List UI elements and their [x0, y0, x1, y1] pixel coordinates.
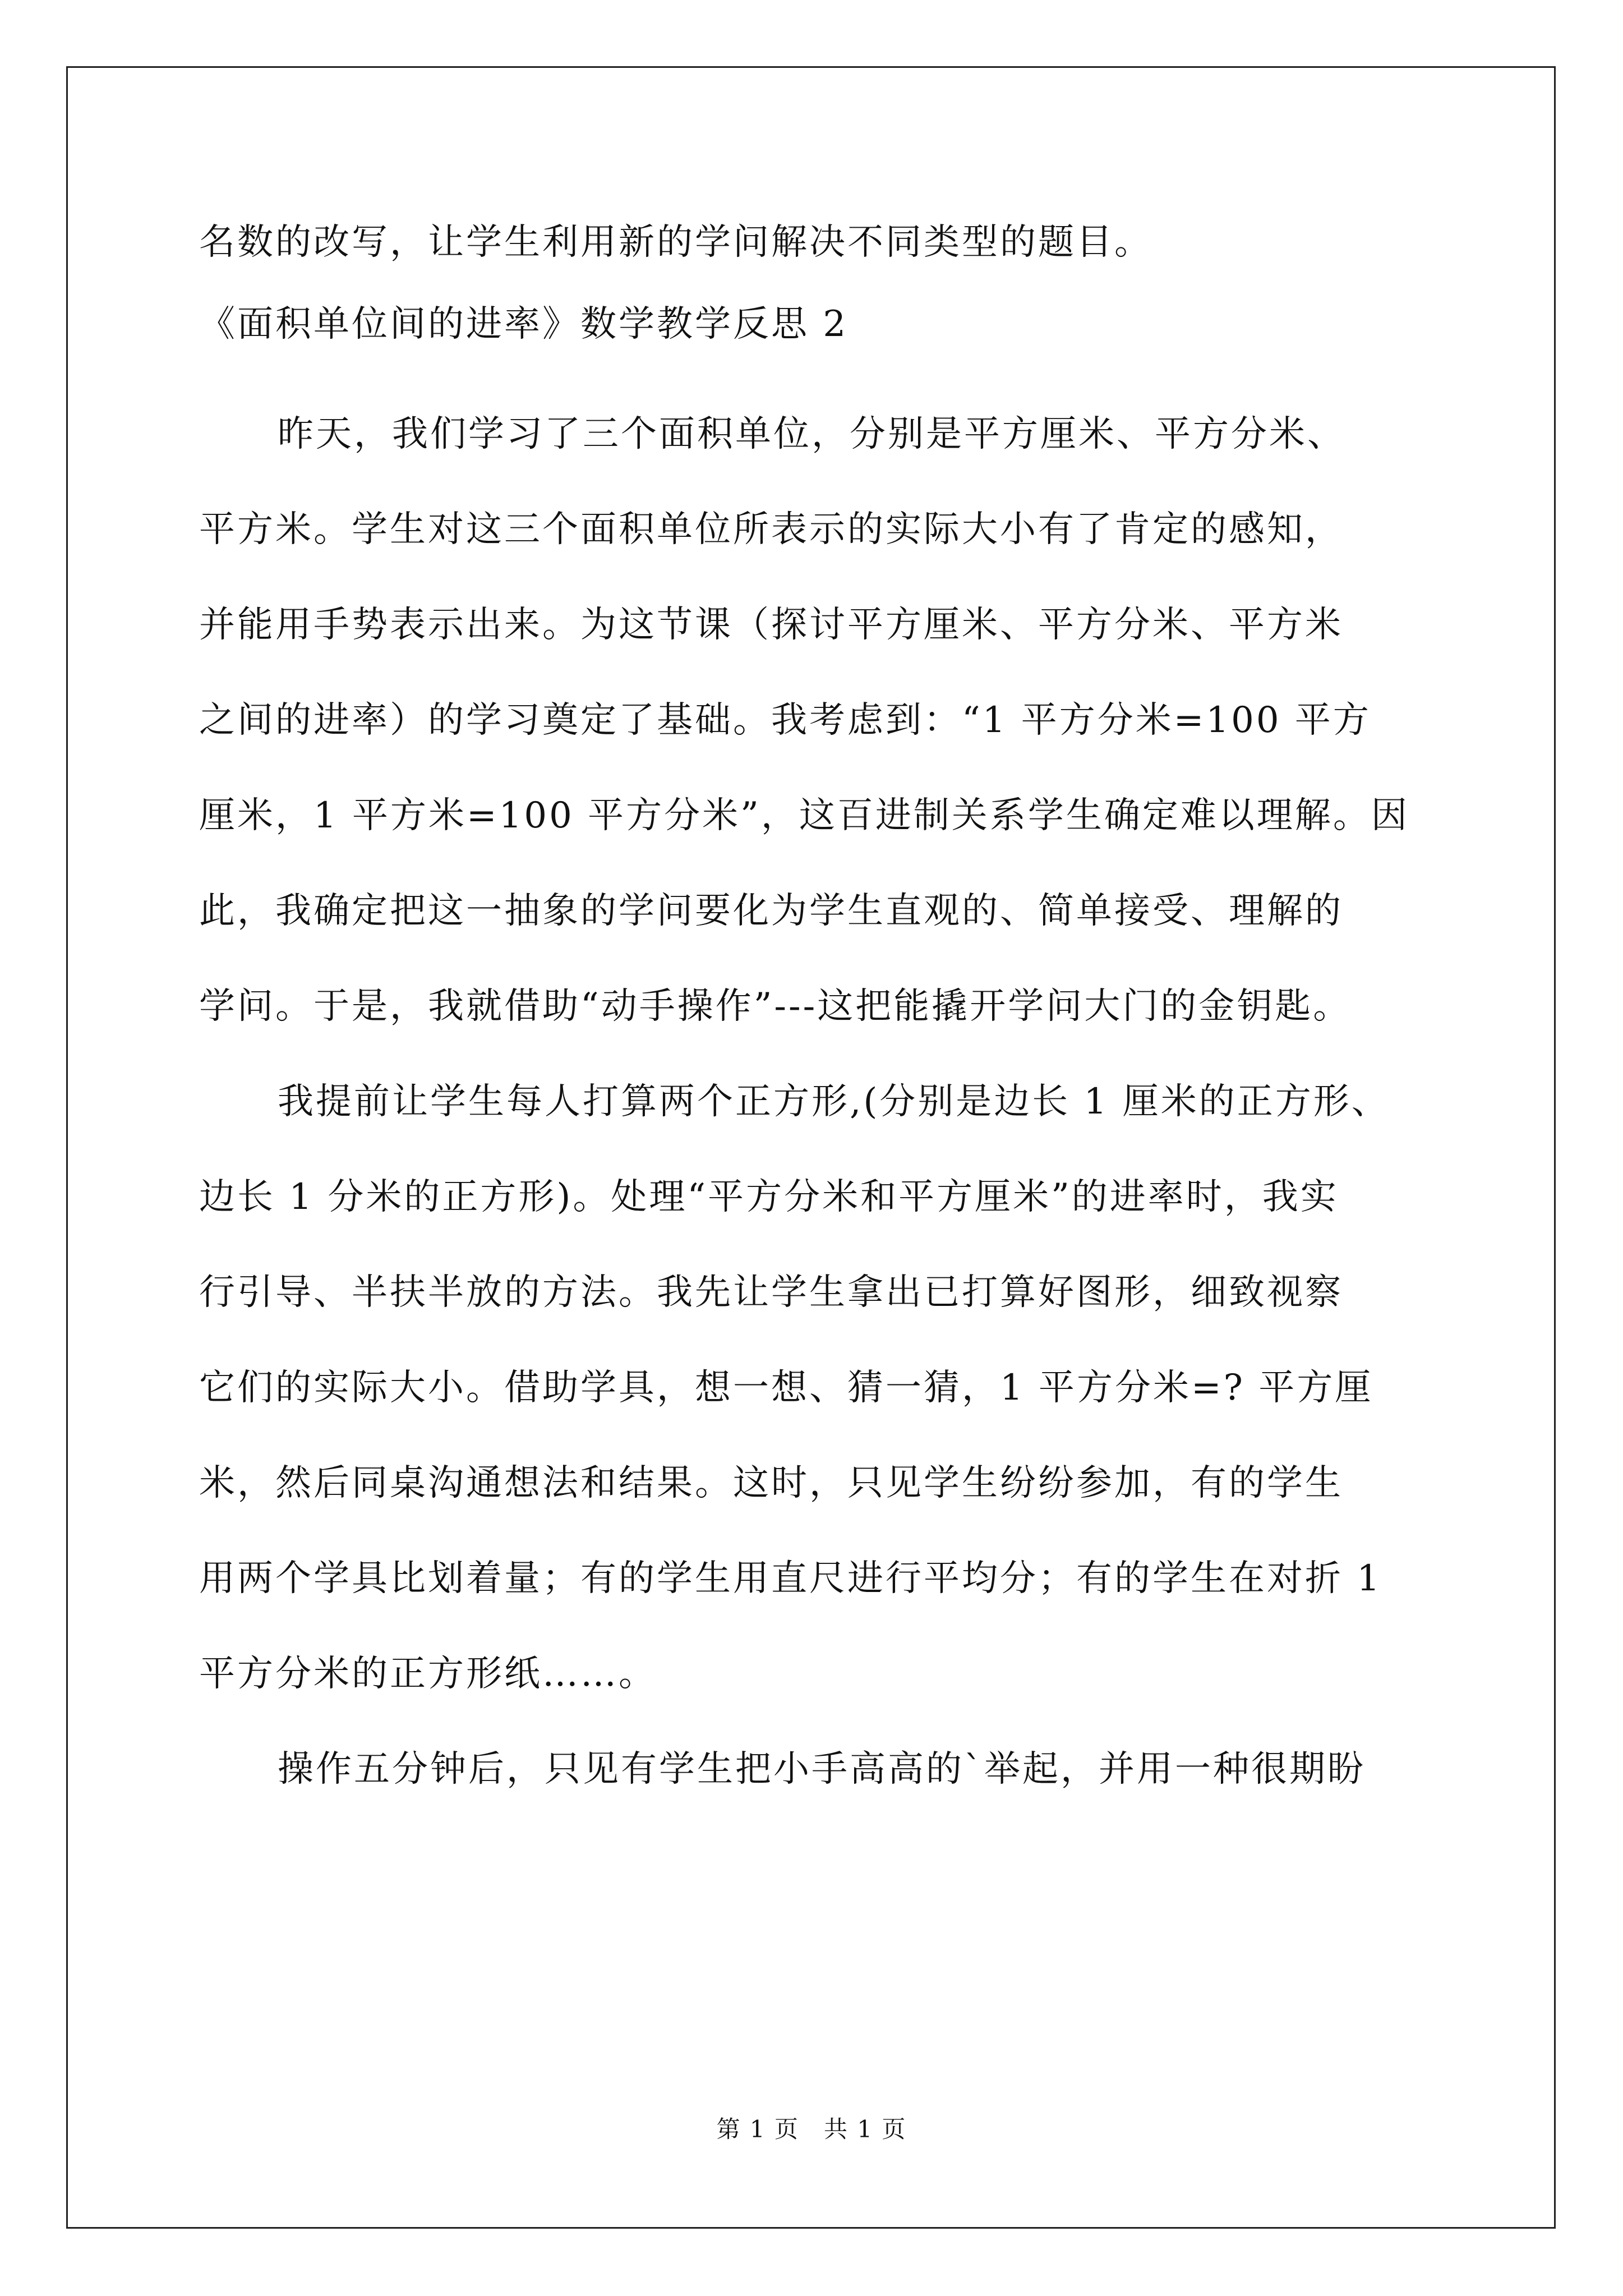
text-line: 名数的改写，让学生利用新的学问解决不同类型的题目。	[199, 222, 1152, 263]
text-line: 并能用手势表示出来。为这节课（探讨平方厘米、平方分米、平方米	[199, 604, 1343, 646]
text-line: 此，我确定把这一抽象的学问要化为学生直观的、简单接受、理解的	[199, 890, 1343, 932]
text-line: 之间的进率）的学习奠定了基础。我考虑到：“1 平方分米=100 平方	[199, 700, 1371, 741]
text-line: 平方米。学生对这三个面积单位所表示的实际大小有了肯定的感知，	[199, 509, 1343, 550]
page-footer: 第 1 页 共 1 页	[716, 2115, 907, 2143]
text-line: 它们的实际大小。借助学具，想一想、猜一猜，1 平方分米=? 平方厘	[199, 1367, 1373, 1409]
text-line: 平方分米的正方形纸……。	[199, 1653, 657, 1695]
text-line: 边长 1 分米的正方形)。处理“平方分米和平方厘米”的进率时，我实	[199, 1176, 1339, 1218]
text-line: 行引导、半扶半放的方法。我先让学生拿出已打算好图形，细致视察	[199, 1272, 1343, 1313]
text-line: 昨天，我们学习了三个面积单位，分别是平方厘米、平方分米、	[278, 413, 1345, 455]
text-line: 我提前让学生每人打算两个正方形,(分别是边长 1 厘米的正方形、	[278, 1081, 1390, 1122]
text-line: 操作五分钟后，只见有学生把小手高高的`举起，并用一种很期盼	[278, 1749, 1366, 1790]
section-title: 《面积单位间的进率》数学教学反思 2	[199, 303, 849, 345]
text-line: 米，然后同桌沟通想法和结果。这时，只见学生纷纷参加，有的学生	[199, 1462, 1343, 1504]
page-border	[66, 66, 1556, 2229]
text-line: 学问。于是，我就借助“动手操作”---这把能撬开学问大门的金钥匙。	[199, 986, 1352, 1027]
text-line: 用两个学具比划着量；有的学生用直尺进行平均分；有的学生在对折 1	[199, 1558, 1382, 1599]
text-line: 厘米，1 平方米=100 平方分米”，这百进制关系学生确定难以理解。因	[199, 795, 1409, 836]
